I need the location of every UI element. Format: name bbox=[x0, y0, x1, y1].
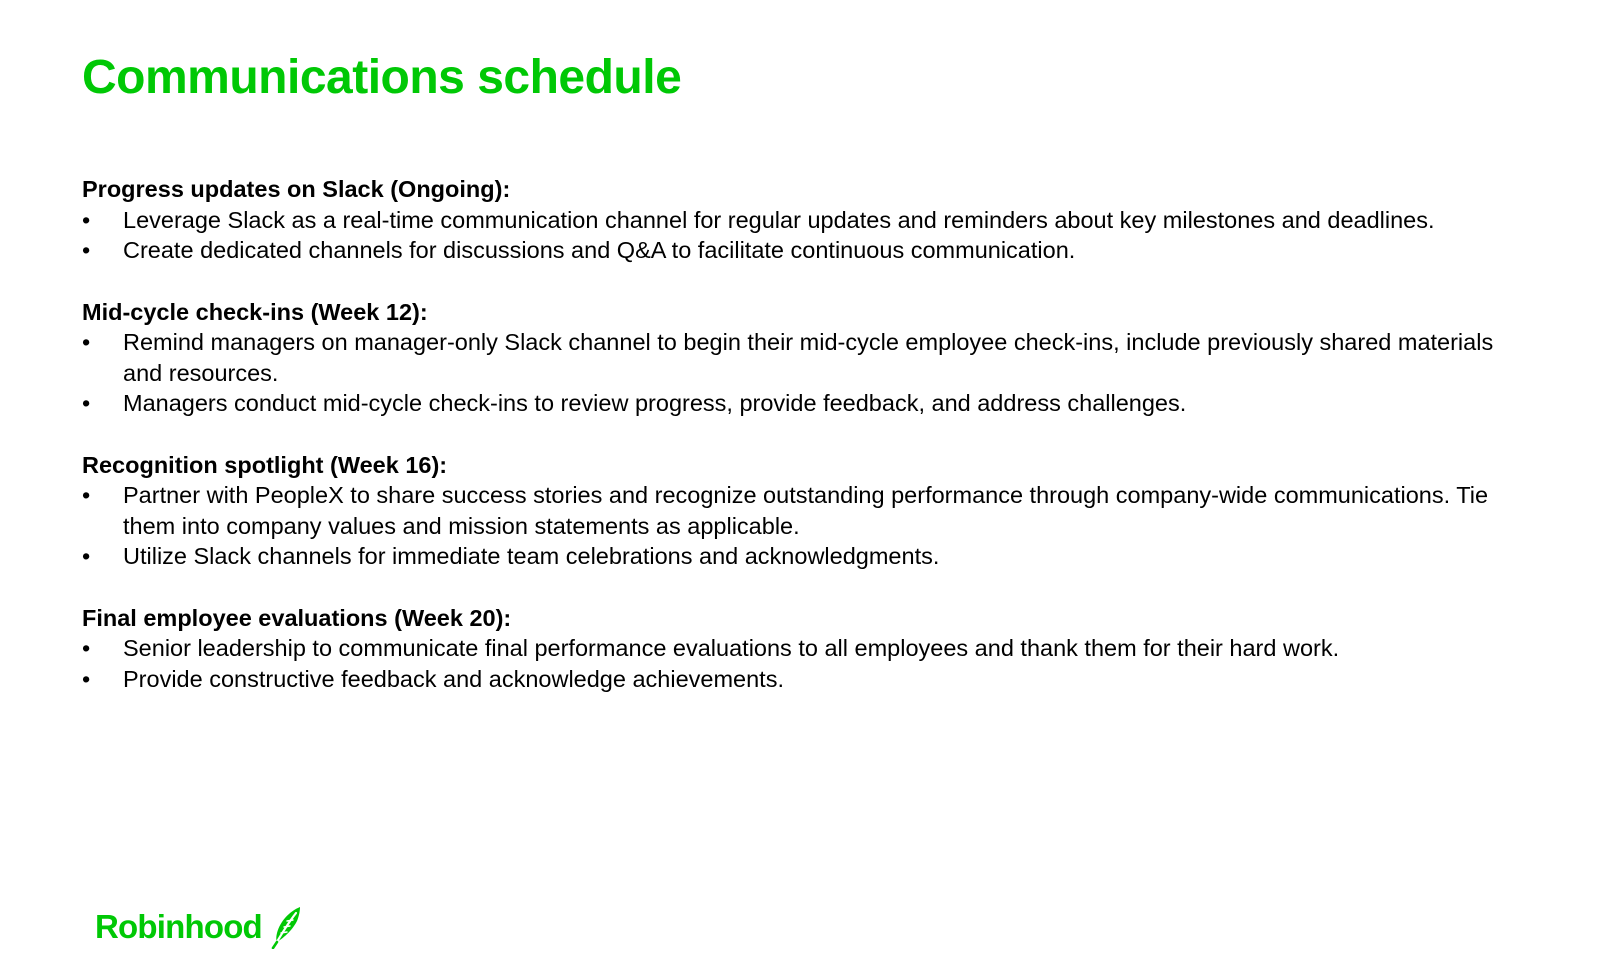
list-item bbox=[82, 327, 1522, 388]
section-heading: Mid-cycle check-ins (Week 12): bbox=[82, 298, 428, 325]
section-heading: Final employee evaluations (Week 20): bbox=[82, 604, 512, 631]
bullet-marker: • bbox=[82, 635, 91, 661]
list-item bbox=[82, 664, 1522, 695]
list-item-text: Utilize Slack channels for immediate team celebrations and acknowledgments. bbox=[123, 543, 940, 569]
list-item bbox=[82, 235, 1522, 266]
bullet-marker: • bbox=[82, 237, 91, 263]
bullet-marker: • bbox=[82, 543, 91, 569]
list-item-text: Provide constructive feedback and acknowledge achievements. bbox=[123, 665, 784, 692]
section-recognition-spotlight bbox=[82, 450, 1522, 572]
list-item bbox=[82, 633, 1522, 664]
list-item-text: Leverage Slack as a real-time communication channel for regular updates and reminders about key milestones and deadlines. bbox=[123, 206, 1435, 233]
section-heading: Recognition spotlight (Week 16): bbox=[82, 451, 448, 478]
schedule-content bbox=[82, 174, 1522, 725]
section-mid-cycle-check-ins bbox=[82, 297, 1522, 419]
bullet-list bbox=[82, 327, 1522, 419]
list-item-text: Remind managers on manager-only Slack channel to begin their mid-cycle employee check-ins, include previously shared materials and resources. bbox=[123, 329, 1494, 386]
page-title: Communications schedule bbox=[82, 51, 682, 104]
list-item-text: Managers conduct mid-cycle check-ins to review progress, provide feedback, and address challenges. bbox=[123, 390, 1187, 416]
section-heading: Progress updates on Slack (Ongoing): bbox=[82, 176, 511, 202]
bullet-marker: • bbox=[82, 482, 91, 508]
list-item bbox=[82, 205, 1522, 236]
list-item bbox=[82, 480, 1522, 541]
list-item-text: Senior leadership to communicate final performance evaluations to all employees and thank them for their hard work. bbox=[123, 635, 1340, 661]
list-item-text: Partner with PeopleX to share success stories and recognize outstanding performance through company-wide communications. Tie them into company values and mission statements as applicable. bbox=[123, 482, 1489, 539]
bullet-list bbox=[82, 480, 1522, 572]
list-item-text: Create dedicated channels for discussions and Q&A to facilitate continuous communication. bbox=[123, 237, 1076, 263]
robinhood-logo bbox=[95, 905, 304, 949]
bullet-marker: • bbox=[82, 390, 91, 416]
bullet-marker: • bbox=[82, 329, 91, 355]
bullet-list bbox=[82, 205, 1522, 266]
feather-icon bbox=[270, 905, 304, 949]
section-progress-updates bbox=[82, 174, 1522, 266]
bullet-marker: • bbox=[82, 665, 91, 692]
bullet-marker: • bbox=[82, 206, 91, 233]
logo-wordmark: Robinhood bbox=[95, 908, 262, 945]
section-final-evaluations bbox=[82, 603, 1522, 695]
list-item bbox=[82, 388, 1522, 419]
bullet-list bbox=[82, 633, 1522, 694]
list-item bbox=[82, 541, 1522, 572]
